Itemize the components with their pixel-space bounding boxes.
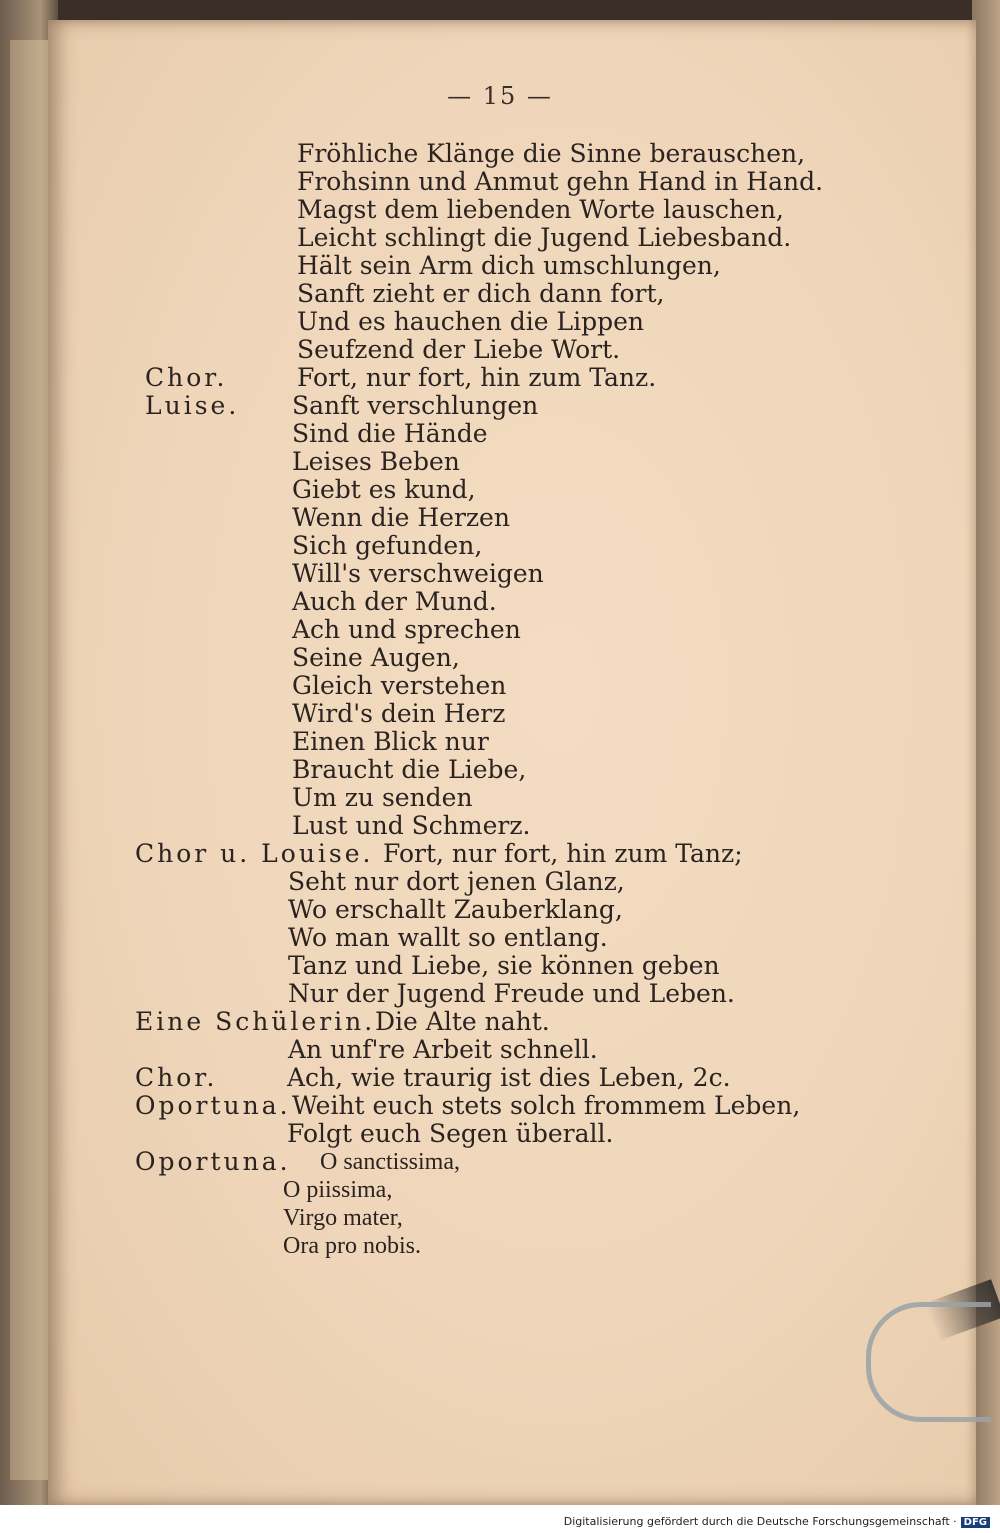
verse-text-line: Sich gefunden, bbox=[292, 531, 483, 560]
digitization-credit bbox=[564, 1515, 990, 1528]
verse-line bbox=[0, 1064, 1000, 1092]
verse-text-line: Ora pro nobis. bbox=[283, 1233, 421, 1259]
speaker-label: Chor u. Louise. bbox=[135, 839, 374, 868]
verse-line bbox=[0, 1120, 1000, 1148]
verse-line bbox=[0, 1008, 1000, 1036]
verse-text-line: Auch der Mund. bbox=[292, 587, 497, 616]
verse-line bbox=[0, 868, 1000, 896]
verse-line bbox=[0, 952, 1000, 980]
verse-line bbox=[0, 252, 1000, 280]
verse-line bbox=[0, 980, 1000, 1008]
speaker-label: Eine Schülerin. bbox=[135, 1007, 376, 1036]
verse-text-line: Fröhliche Klänge die Sinne berauschen, bbox=[297, 139, 806, 168]
verse-text-line: Magst dem liebenden Worte lauschen, bbox=[297, 195, 784, 224]
speaker-label: Chor. bbox=[135, 1063, 218, 1092]
verse-text-line: Einen Blick nur bbox=[292, 727, 489, 756]
verse-line bbox=[0, 840, 1000, 868]
verse-text-line: Seht nur dort jenen Glanz, bbox=[288, 867, 625, 896]
verse-text-line: Hält sein Arm dich umschlungen, bbox=[297, 251, 721, 280]
verse-text-line: Braucht die Liebe, bbox=[292, 755, 527, 784]
verse-line bbox=[0, 896, 1000, 924]
verse-text-line: Wo man wallt so entlang. bbox=[288, 923, 608, 952]
verse-text-line: O piissima, bbox=[283, 1177, 393, 1203]
verse-text bbox=[0, 140, 1000, 1260]
verse-line bbox=[0, 448, 1000, 476]
footer-bar bbox=[0, 1505, 1000, 1533]
verse-line bbox=[0, 532, 1000, 560]
verse-line bbox=[0, 1036, 1000, 1064]
verse-text-line: Weiht euch stets solch frommem Leben, bbox=[292, 1091, 801, 1120]
verse-line bbox=[0, 924, 1000, 952]
verse-line bbox=[0, 700, 1000, 728]
credit-text: Digitalisierung gefördert durch die Deutsche Forschungsgemeinschaft · bbox=[563, 1515, 957, 1528]
verse-text-line: O sanctissima, bbox=[320, 1149, 460, 1175]
speaker-label: Luise. bbox=[145, 391, 240, 420]
verse-text-line: Die Alte naht. bbox=[375, 1007, 550, 1036]
verse-line bbox=[0, 644, 1000, 672]
verse-text-line: Sind die Hände bbox=[292, 419, 488, 448]
verse-line bbox=[0, 224, 1000, 252]
dfg-logo: DFG bbox=[961, 1517, 990, 1528]
speaker-label: Chor. bbox=[145, 363, 228, 392]
verse-line bbox=[0, 616, 1000, 644]
verse-text-line: Sanft zieht er dich dann fort, bbox=[297, 279, 665, 308]
verse-text-line: An unf're Arbeit schnell. bbox=[288, 1035, 598, 1064]
verse-line bbox=[0, 1148, 1000, 1176]
verse-text-line: Fort, nur fort, hin zum Tanz; bbox=[383, 839, 743, 868]
verse-line bbox=[0, 140, 1000, 168]
verse-line bbox=[0, 728, 1000, 756]
verse-line bbox=[0, 420, 1000, 448]
verse-text-line: Leicht schlingt die Jugend Liebesband. bbox=[297, 223, 792, 252]
verse-line bbox=[0, 1204, 1000, 1232]
verse-line bbox=[0, 588, 1000, 616]
verse-text-line: Lust und Schmerz. bbox=[292, 811, 531, 840]
verse-text-line: Nur der Jugend Freude und Leben. bbox=[288, 979, 735, 1008]
verse-text-line: Ach und sprechen bbox=[292, 615, 521, 644]
verse-text-line: Wird's dein Herz bbox=[292, 699, 506, 728]
verse-text-line: Und es hauchen die Lippen bbox=[297, 307, 644, 336]
verse-line bbox=[0, 1092, 1000, 1120]
verse-line bbox=[0, 756, 1000, 784]
verse-line bbox=[0, 196, 1000, 224]
verse-text-line: Fort, nur fort, hin zum Tanz. bbox=[297, 363, 657, 392]
verse-text-line: Tanz und Liebe, sie können geben bbox=[288, 951, 720, 980]
verse-line bbox=[0, 476, 1000, 504]
verse-text-line: Virgo mater, bbox=[283, 1205, 403, 1231]
verse-text-line: Frohsinn und Anmut gehn Hand in Hand. bbox=[297, 167, 824, 196]
verse-line bbox=[0, 560, 1000, 588]
verse-line bbox=[0, 364, 1000, 392]
speaker-label: Oportuna. bbox=[135, 1147, 291, 1176]
paper-clip-icon bbox=[866, 1302, 991, 1422]
verse-line bbox=[0, 308, 1000, 336]
verse-line bbox=[0, 168, 1000, 196]
verse-text-line: Leises Beben bbox=[292, 447, 460, 476]
verse-line bbox=[0, 1176, 1000, 1204]
verse-text-line: Sanft verschlungen bbox=[292, 391, 539, 420]
page-number: — 15 — bbox=[447, 82, 553, 110]
verse-line bbox=[0, 784, 1000, 812]
verse-text-line: Gleich verstehen bbox=[292, 671, 507, 700]
verse-text-line: Seine Augen, bbox=[292, 643, 460, 672]
speaker-label: Oportuna. bbox=[135, 1091, 291, 1120]
verse-line bbox=[0, 812, 1000, 840]
verse-text-line: Wenn die Herzen bbox=[292, 503, 510, 532]
verse-line bbox=[0, 392, 1000, 420]
verse-text-line: Um zu senden bbox=[292, 783, 473, 812]
verse-text-line: Folgt euch Segen überall. bbox=[287, 1119, 614, 1148]
verse-text-line: Wo erschallt Zauberklang, bbox=[288, 895, 623, 924]
verse-line bbox=[0, 1232, 1000, 1260]
verse-text-line: Ach, wie traurig ist dies Leben, 2c. bbox=[287, 1063, 731, 1092]
verse-text-line: Will's verschweigen bbox=[292, 559, 544, 588]
verse-line bbox=[0, 672, 1000, 700]
verse-line bbox=[0, 336, 1000, 364]
verse-text-line: Giebt es kund, bbox=[292, 475, 476, 504]
verse-text-line: Seufzend der Liebe Wort. bbox=[297, 335, 621, 364]
verse-line bbox=[0, 280, 1000, 308]
verse-line bbox=[0, 504, 1000, 532]
